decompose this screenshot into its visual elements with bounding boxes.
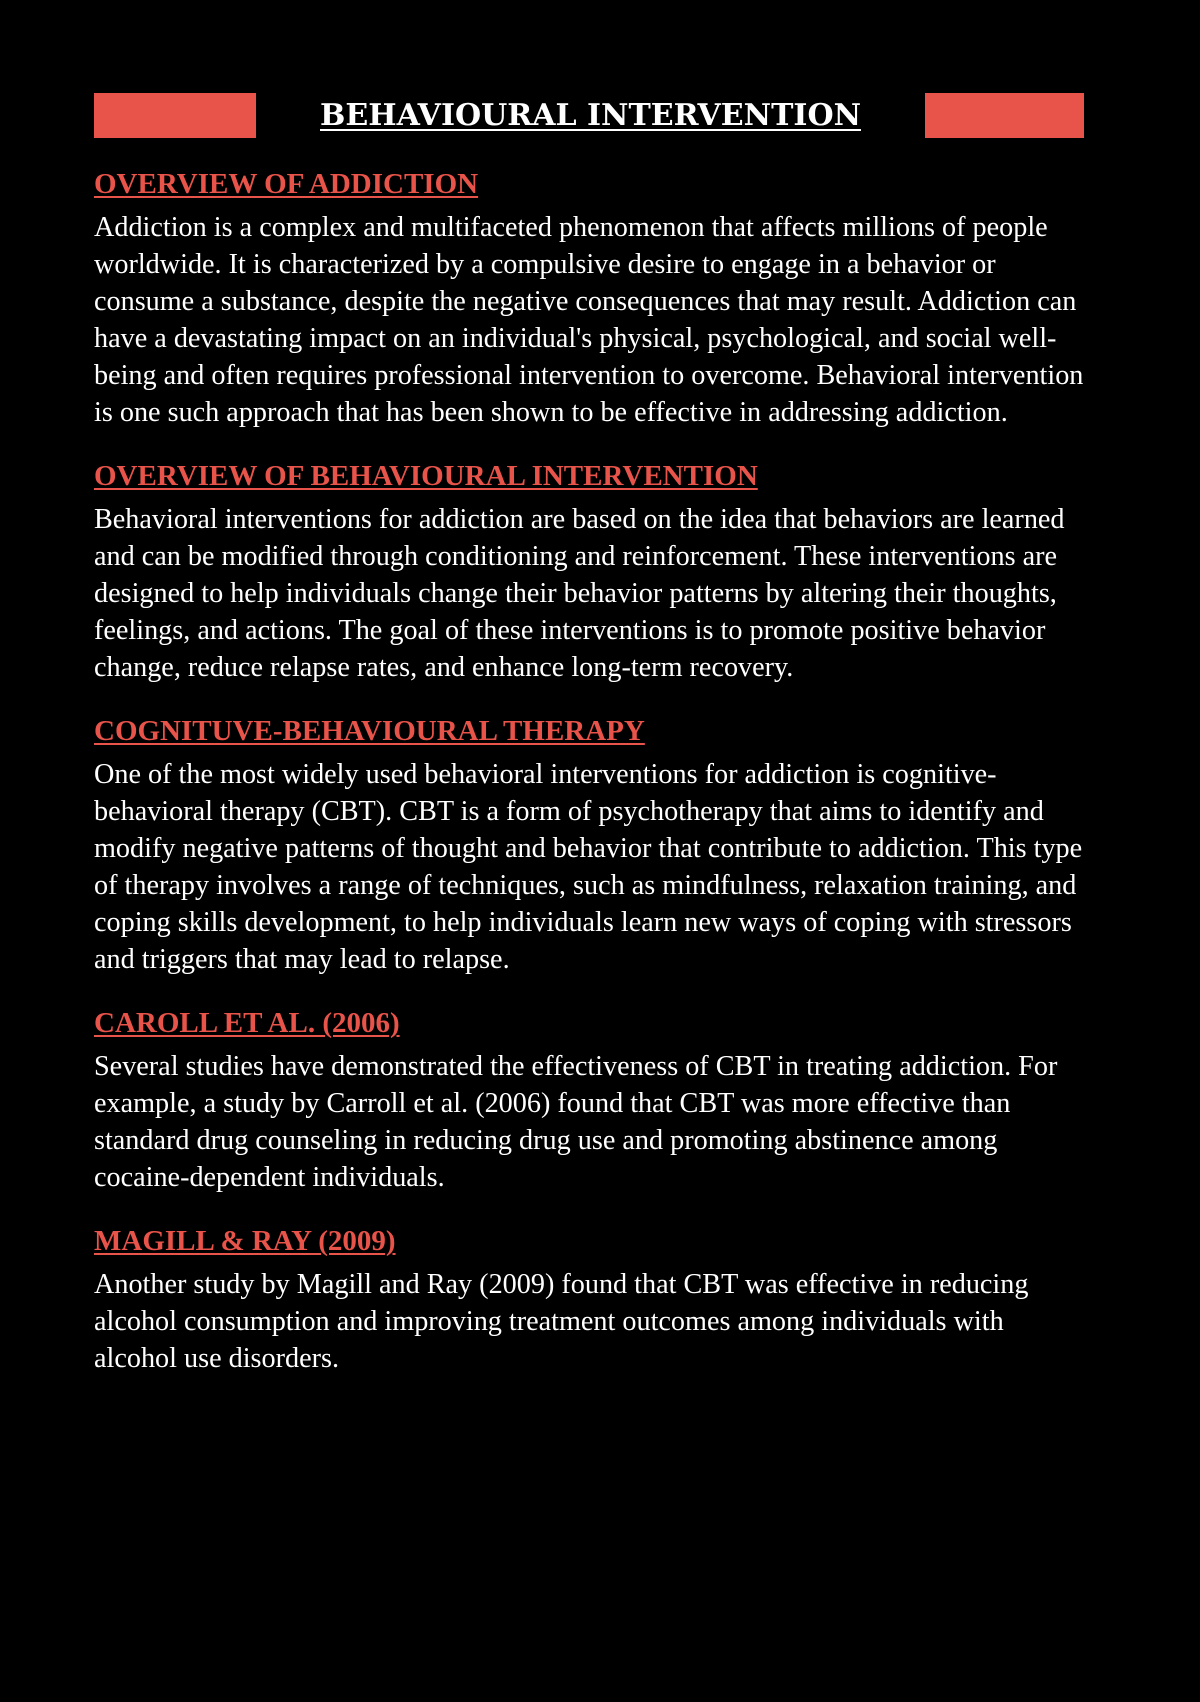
section-heading: CAROLL ET AL. (2006) xyxy=(94,1007,400,1039)
document-page xyxy=(94,93,1084,1377)
section-heading: OVERVIEW OF BEHAVIOURAL INTERVENTION xyxy=(94,460,758,492)
section-body: Addiction is a complex and multifaceted phenomenon that affects millions of people worldwide. It is characterized by a compulsive desire to engage in a behavior or consume a substance, despite the negative consequences that may result. Addiction can have a devastating impact on an individual's physical, psychological, and social well-being and often requires professional intervention to overcome. Behavioral intervention is one such approach that has been shown to be effective in addressing addiction. xyxy=(94,212,1084,428)
section-body: Behavioral interventions for addiction are based on the idea that behaviors are learned and can be modified through conditioning and reinforcement. These interventions are designed to help individuals change their behavior patterns by altering their thoughts, feelings, and actions. The goal of these interventions is to promote positive behavior change, reduce relapse rates, and enhance long-term recovery. xyxy=(94,504,1065,683)
section-cognitive-behavioural-therapy xyxy=(94,714,1084,978)
section-body: One of the most widely used behavioral interventions for addiction is cognitive-behavioral therapy (CBT). CBT is a form of psychotherapy that aims to identify and modify negative patterns of thought and behavior that contribute to addiction. This type of therapy involves a range of techniques, such as mindfulness, relaxation training, and coping skills development, to help individuals learn new ways of coping with stressors and triggers that may lead to relapse. xyxy=(94,759,1083,975)
title-accent-bar-right xyxy=(925,93,1084,138)
section-overview-of-behavioural-intervention xyxy=(94,459,1084,686)
section-body: Another study by Magill and Ray (2009) found that CBT was effective in reducing alcohol consumption and improving treatment outcomes among individuals with alcohol use disorders. xyxy=(94,1269,1029,1374)
page-title: BEHAVIOURAL INTERVENTION xyxy=(320,98,861,133)
section-magill-ray-2009 xyxy=(94,1224,1084,1377)
section-heading: COGNITUVE-BEHAVIOURAL THERAPY xyxy=(94,715,645,747)
section-body: Several studies have demonstrated the effectiveness of CBT in treating addiction. For example, a study by Carroll et al. (2006) found that CBT was more effective than standard drug counseling in reducing drug use and promoting abstinence among cocaine-dependent individuals. xyxy=(94,1051,1058,1193)
section-overview-of-addiction xyxy=(94,167,1084,431)
title-accent-bar-left xyxy=(94,93,256,138)
section-caroll-et-al-2006 xyxy=(94,1006,1084,1196)
section-heading: MAGILL & RAY (2009) xyxy=(94,1225,396,1257)
section-heading: OVERVIEW OF ADDICTION xyxy=(94,168,479,200)
title-banner xyxy=(94,93,1084,138)
